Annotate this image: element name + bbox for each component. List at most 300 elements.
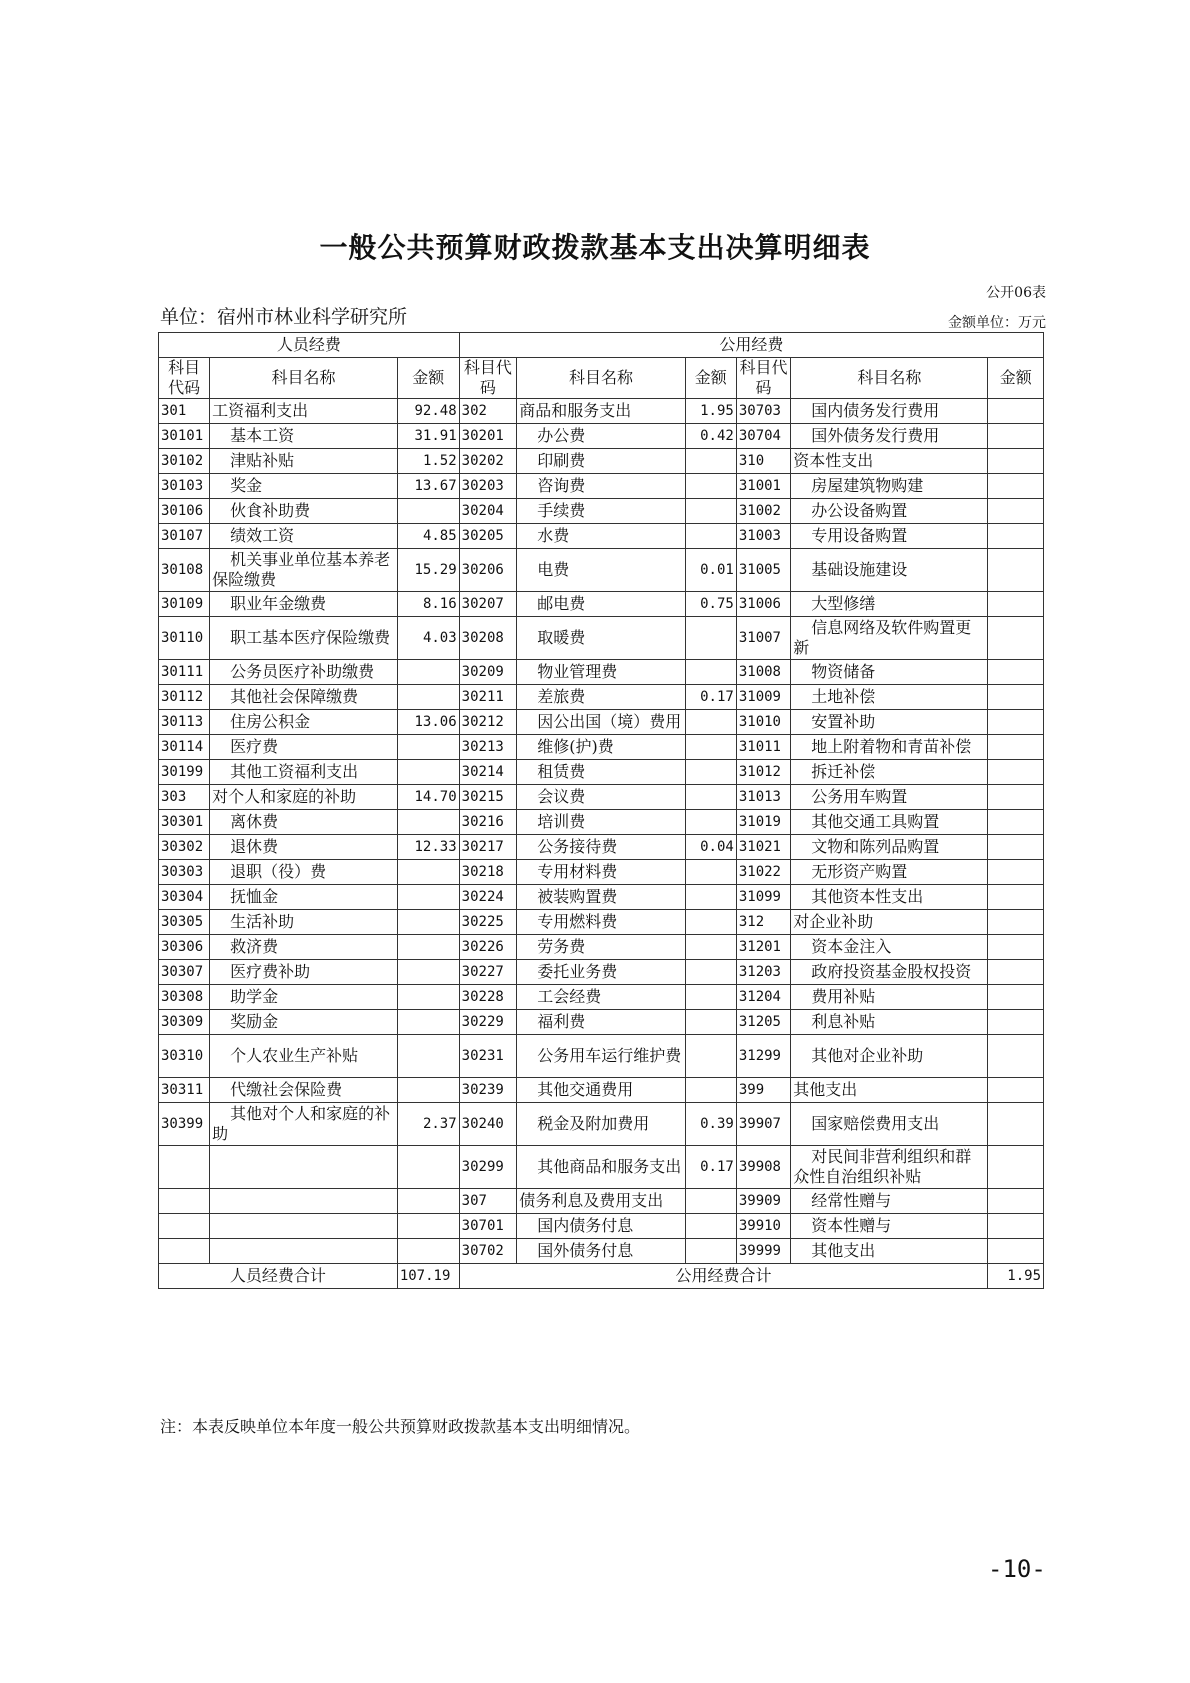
subject-code: 30305: [159, 910, 210, 935]
subject-name: 工会经费: [517, 985, 685, 1010]
amount: [988, 474, 1044, 499]
subject-code: 31099: [736, 885, 790, 910]
subject-code: 399: [736, 1078, 790, 1103]
amount: [397, 760, 459, 785]
amount: [685, 1078, 736, 1103]
subject-name: 绩效工资: [210, 524, 398, 549]
amount: [988, 660, 1044, 685]
subject-code: 30702: [459, 1239, 517, 1264]
amount: 2.37: [397, 1103, 459, 1146]
amount: [397, 1189, 459, 1214]
amount: [988, 617, 1044, 660]
subject-name: 机关事业单位基本养老保险缴费: [210, 549, 398, 592]
subject-name: 医疗费补助: [210, 960, 398, 985]
subject-name: 助学金: [210, 985, 398, 1010]
amount: [988, 424, 1044, 449]
table-row: [159, 424, 1044, 449]
subject-code: [159, 1189, 210, 1214]
amount: [397, 910, 459, 935]
subject-code: 39999: [736, 1239, 790, 1264]
amount: [988, 785, 1044, 810]
column-header-amount: 金额: [397, 358, 459, 399]
subject-code: 30215: [459, 785, 517, 810]
subject-code: 30213: [459, 735, 517, 760]
subject-name: 办公设备购置: [791, 499, 988, 524]
subject-code: 31002: [736, 499, 790, 524]
subject-code: [159, 1146, 210, 1189]
subject-code: 39910: [736, 1214, 790, 1239]
subject-code: 30111: [159, 660, 210, 685]
amount: [988, 524, 1044, 549]
subject-name: 差旅费: [517, 685, 685, 710]
subject-name: 大型修缮: [791, 592, 988, 617]
subject-name: 退职（役）费: [210, 860, 398, 885]
subject-name: 信息网络及软件购置更新: [791, 617, 988, 660]
amount: [988, 1035, 1044, 1078]
subject-code: 31005: [736, 549, 790, 592]
amount: [685, 735, 736, 760]
amount: [685, 760, 736, 785]
subject-name: 电费: [517, 549, 685, 592]
subject-name: 奖励金: [210, 1010, 398, 1035]
subject-code: 30239: [459, 1078, 517, 1103]
subject-name: 其他对个人和家庭的补助: [210, 1103, 398, 1146]
subject-code: 30225: [459, 910, 517, 935]
amount: [685, 1239, 736, 1264]
money-unit-label: 金额单位：万元: [948, 315, 1046, 331]
subject-code: 31001: [736, 474, 790, 499]
table-row: [159, 835, 1044, 860]
table-row: [159, 524, 1044, 549]
subject-code: 30106: [159, 499, 210, 524]
amount: [988, 499, 1044, 524]
amount: [988, 935, 1044, 960]
subject-name: 咨询费: [517, 474, 685, 499]
amount: [397, 860, 459, 885]
table-row: [159, 1239, 1044, 1264]
amount: [685, 474, 736, 499]
amount: 0.17: [685, 1146, 736, 1189]
subject-code: 30206: [459, 549, 517, 592]
subject-name: 个人农业生产补贴: [210, 1035, 398, 1078]
amount: [988, 910, 1044, 935]
subject-name: 其他社会保障缴费: [210, 685, 398, 710]
subject-code: 30701: [459, 1214, 517, 1239]
table-row: [159, 910, 1044, 935]
subject-code: 31010: [736, 710, 790, 735]
subject-code: 30113: [159, 710, 210, 735]
amount: [988, 860, 1044, 885]
subject-code: 31201: [736, 935, 790, 960]
table-row: [159, 549, 1044, 592]
subject-code: 30227: [459, 960, 517, 985]
subject-code: 30229: [459, 1010, 517, 1035]
subject-code: 30112: [159, 685, 210, 710]
amount: [685, 960, 736, 985]
amount: 0.17: [685, 685, 736, 710]
subject-code: 30211: [459, 685, 517, 710]
amount: [988, 960, 1044, 985]
table-row: [159, 1146, 1044, 1189]
subject-name: 国家赔偿费用支出: [791, 1103, 988, 1146]
amount: 0.75: [685, 592, 736, 617]
subject-code: 31203: [736, 960, 790, 985]
subject-name: 劳务费: [517, 935, 685, 960]
subject-name: 公务接待费: [517, 835, 685, 860]
amount: [988, 592, 1044, 617]
column-header-amount: 金额: [988, 358, 1044, 399]
subject-code: 30311: [159, 1078, 210, 1103]
subject-code: 30217: [459, 835, 517, 860]
public-total-label: 公用经费合计: [459, 1264, 988, 1289]
subject-name: 水费: [517, 524, 685, 549]
subject-name: 代缴社会保险费: [210, 1078, 398, 1103]
column-header-code: 科目代码: [159, 358, 210, 399]
subject-code: 39909: [736, 1189, 790, 1214]
subject-name: 房屋建筑物购建: [791, 474, 988, 499]
table-row: [159, 810, 1044, 835]
subject-name: 住房公积金: [210, 710, 398, 735]
amount: [685, 1010, 736, 1035]
subject-name: 国外债务发行费用: [791, 424, 988, 449]
subject-name: [210, 1189, 398, 1214]
subject-name: 税金及附加费用: [517, 1103, 685, 1146]
amount: [685, 785, 736, 810]
table-row: [159, 685, 1044, 710]
table-row: [159, 710, 1044, 735]
subject-code: 30214: [459, 760, 517, 785]
table-row: [159, 885, 1044, 910]
subject-code: 303: [159, 785, 210, 810]
amount: [988, 1214, 1044, 1239]
amount: [685, 1035, 736, 1078]
amount: [397, 960, 459, 985]
amount: [397, 660, 459, 685]
subject-name: 其他支出: [791, 1239, 988, 1264]
amount: [988, 1078, 1044, 1103]
amount: [685, 617, 736, 660]
column-header-amount: 金额: [685, 358, 736, 399]
subject-code: 30204: [459, 499, 517, 524]
amount: [988, 1189, 1044, 1214]
subject-code: 31007: [736, 617, 790, 660]
amount: [397, 735, 459, 760]
subject-name: 对企业补助: [791, 910, 988, 935]
subject-name: 职工基本医疗保险缴费: [210, 617, 398, 660]
personnel-total-label: 人员经费合计: [159, 1264, 398, 1289]
subject-code: 30202: [459, 449, 517, 474]
subject-name: 土地补偿: [791, 685, 988, 710]
subject-code: 30310: [159, 1035, 210, 1078]
public-total-amount: 1.95: [988, 1264, 1044, 1289]
expenditure-table: [158, 332, 1044, 1289]
column-header-name: 科目名称: [210, 358, 398, 399]
amount: [397, 1214, 459, 1239]
subject-name: 资本金注入: [791, 935, 988, 960]
amount: [397, 1010, 459, 1035]
subject-code: 39908: [736, 1146, 790, 1189]
table-row: [159, 617, 1044, 660]
subject-code: 310: [736, 449, 790, 474]
amount: 15.29: [397, 549, 459, 592]
subject-code: 302: [459, 399, 517, 424]
amount: [685, 910, 736, 935]
subject-code: 30224: [459, 885, 517, 910]
table-row: [159, 474, 1044, 499]
amount: [397, 1035, 459, 1078]
subject-code: 301: [159, 399, 210, 424]
subject-name: 基本工资: [210, 424, 398, 449]
subject-code: 31012: [736, 760, 790, 785]
column-header-code: 科目代码: [736, 358, 790, 399]
subject-code: 30201: [459, 424, 517, 449]
subject-code: 30309: [159, 1010, 210, 1035]
group-header-personnel: 人员经费: [159, 333, 460, 358]
subject-name: 国外债务付息: [517, 1239, 685, 1264]
subject-name: 安置补助: [791, 710, 988, 735]
column-header-name: 科目名称: [517, 358, 685, 399]
amount: [397, 935, 459, 960]
subject-code: 30302: [159, 835, 210, 860]
table-row: [159, 660, 1044, 685]
subject-name: 利息补贴: [791, 1010, 988, 1035]
subject-name: 租赁费: [517, 760, 685, 785]
table-row: [159, 935, 1044, 960]
table-row: [159, 1035, 1044, 1078]
amount: [685, 524, 736, 549]
table-row: [159, 785, 1044, 810]
subject-code: 30101: [159, 424, 210, 449]
amount: 1.95: [685, 399, 736, 424]
table-row: [159, 449, 1044, 474]
subject-name: 生活补助: [210, 910, 398, 935]
subject-name: 其他商品和服务支出: [517, 1146, 685, 1189]
subject-code: 30703: [736, 399, 790, 424]
amount: 8.16: [397, 592, 459, 617]
subject-code: 30304: [159, 885, 210, 910]
subject-name: 专用燃料费: [517, 910, 685, 935]
subject-code: 30107: [159, 524, 210, 549]
subject-name: 对个人和家庭的补助: [210, 785, 398, 810]
amount: 0.39: [685, 1103, 736, 1146]
subject-name: 国内债务发行费用: [791, 399, 988, 424]
amount: [685, 660, 736, 685]
table-row: [159, 860, 1044, 885]
table-row: [159, 760, 1044, 785]
subject-code: 30103: [159, 474, 210, 499]
amount: 13.67: [397, 474, 459, 499]
subject-name: 培训费: [517, 810, 685, 835]
subject-name: 基础设施建设: [791, 549, 988, 592]
form-number: 公开06表: [986, 285, 1046, 301]
subject-name: 公务用车购置: [791, 785, 988, 810]
amount: 0.04: [685, 835, 736, 860]
subject-code: 30704: [736, 424, 790, 449]
amount: 4.03: [397, 617, 459, 660]
subject-name: 福利费: [517, 1010, 685, 1035]
table-row: [159, 499, 1044, 524]
amount: [988, 1103, 1044, 1146]
subject-code: 30299: [459, 1146, 517, 1189]
subject-code: 307: [459, 1189, 517, 1214]
subject-name: 委托业务费: [517, 960, 685, 985]
subject-name: 工资福利支出: [210, 399, 398, 424]
table-row: [159, 592, 1044, 617]
subject-name: 手续费: [517, 499, 685, 524]
amount: 0.42: [685, 424, 736, 449]
subject-name: 其他交通费用: [517, 1078, 685, 1103]
table-row: [159, 1214, 1044, 1239]
amount: [685, 1189, 736, 1214]
amount: 12.33: [397, 835, 459, 860]
amount: 1.52: [397, 449, 459, 474]
subject-code: 31008: [736, 660, 790, 685]
subject-name: 其他对企业补助: [791, 1035, 988, 1078]
amount: [988, 985, 1044, 1010]
subject-name: 公务员医疗补助缴费: [210, 660, 398, 685]
page-title: 一般公共预算财政拨款基本支出决算明细表: [319, 231, 871, 264]
personnel-total-amount: 107.19: [397, 1264, 459, 1289]
subject-code: 30240: [459, 1103, 517, 1146]
table-row: [159, 1189, 1044, 1214]
subject-name: 维修(护)费: [517, 735, 685, 760]
amount: [685, 499, 736, 524]
subject-name: 办公费: [517, 424, 685, 449]
subject-name: 印刷费: [517, 449, 685, 474]
amount: [397, 810, 459, 835]
amount: [988, 760, 1044, 785]
subject-name: 抚恤金: [210, 885, 398, 910]
subject-name: 物资储备: [791, 660, 988, 685]
amount: [988, 885, 1044, 910]
subject-name: 专用设备购置: [791, 524, 988, 549]
subject-code: 30110: [159, 617, 210, 660]
subject-name: 国内债务付息: [517, 1214, 685, 1239]
subject-code: 31299: [736, 1035, 790, 1078]
amount: [988, 1146, 1044, 1189]
subject-code: 39907: [736, 1103, 790, 1146]
subject-name: 其他工资福利支出: [210, 760, 398, 785]
amount: [397, 499, 459, 524]
amount: [988, 835, 1044, 860]
table-row: [159, 735, 1044, 760]
subject-name: 津贴补贴: [210, 449, 398, 474]
amount: 0.01: [685, 549, 736, 592]
group-header-public: 公用经费: [459, 333, 1043, 358]
subject-code: 31003: [736, 524, 790, 549]
amount: [685, 810, 736, 835]
subject-name: 专用材料费: [517, 860, 685, 885]
subject-code: 312: [736, 910, 790, 935]
amount: 4.85: [397, 524, 459, 549]
subject-name: 因公出国（境）费用: [517, 710, 685, 735]
subject-name: 奖金: [210, 474, 398, 499]
table-row: [159, 1103, 1044, 1146]
subject-code: 30228: [459, 985, 517, 1010]
subject-code: 31205: [736, 1010, 790, 1035]
subject-name: 地上附着物和青苗补偿: [791, 735, 988, 760]
subject-code: 31009: [736, 685, 790, 710]
amount: [988, 549, 1044, 592]
amount: 13.06: [397, 710, 459, 735]
amount: [685, 1214, 736, 1239]
amount: [988, 399, 1044, 424]
subject-name: 经常性赠与: [791, 1189, 988, 1214]
subject-name: 公务用车运行维护费: [517, 1035, 685, 1078]
subject-code: 30108: [159, 549, 210, 592]
amount: [397, 985, 459, 1010]
subject-code: 31006: [736, 592, 790, 617]
subject-name: [210, 1146, 398, 1189]
subject-code: 31011: [736, 735, 790, 760]
subject-code: 31022: [736, 860, 790, 885]
subject-code: 30301: [159, 810, 210, 835]
subject-name: 资本性赠与: [791, 1214, 988, 1239]
subject-name: 资本性支出: [791, 449, 988, 474]
subject-code: 31204: [736, 985, 790, 1010]
subject-code: 31013: [736, 785, 790, 810]
subject-code: 30208: [459, 617, 517, 660]
amount: [685, 710, 736, 735]
subject-code: 30205: [459, 524, 517, 549]
subject-name: 物业管理费: [517, 660, 685, 685]
subject-name: 其他交通工具购置: [791, 810, 988, 835]
column-header-name: 科目名称: [791, 358, 988, 399]
amount: [397, 1146, 459, 1189]
subject-name: 无形资产购置: [791, 860, 988, 885]
subject-code: 31019: [736, 810, 790, 835]
subject-code: 30226: [459, 935, 517, 960]
subject-name: 伙食补助费: [210, 499, 398, 524]
subject-code: 30218: [459, 860, 517, 885]
table-row: [159, 1078, 1044, 1103]
subject-name: 会议费: [517, 785, 685, 810]
subject-code: 30207: [459, 592, 517, 617]
amount: [988, 1239, 1044, 1264]
table-row: [159, 399, 1044, 424]
subject-name: 医疗费: [210, 735, 398, 760]
subject-code: 30216: [459, 810, 517, 835]
subject-code: 30307: [159, 960, 210, 985]
subject-code: 30209: [459, 660, 517, 685]
subject-name: 文物和陈列品购置: [791, 835, 988, 860]
amount: [685, 935, 736, 960]
amount: 31.91: [397, 424, 459, 449]
subject-name: 退休费: [210, 835, 398, 860]
amount: [988, 810, 1044, 835]
subject-name: 取暖费: [517, 617, 685, 660]
subject-name: 离休费: [210, 810, 398, 835]
subject-name: 职业年金缴费: [210, 592, 398, 617]
amount: [988, 735, 1044, 760]
amount: [988, 685, 1044, 710]
subject-name: 救济费: [210, 935, 398, 960]
subject-code: [159, 1214, 210, 1239]
subject-code: 30102: [159, 449, 210, 474]
table-row: [159, 1010, 1044, 1035]
table-row: [159, 985, 1044, 1010]
amount: [397, 1239, 459, 1264]
subject-name: 其他资本性支出: [791, 885, 988, 910]
page-number: -10-: [988, 1555, 1046, 1583]
table-row: [159, 960, 1044, 985]
subject-name: 被装购置费: [517, 885, 685, 910]
amount: 14.70: [397, 785, 459, 810]
amount: 92.48: [397, 399, 459, 424]
subject-code: 30114: [159, 735, 210, 760]
subject-code: 30109: [159, 592, 210, 617]
amount: [988, 449, 1044, 474]
